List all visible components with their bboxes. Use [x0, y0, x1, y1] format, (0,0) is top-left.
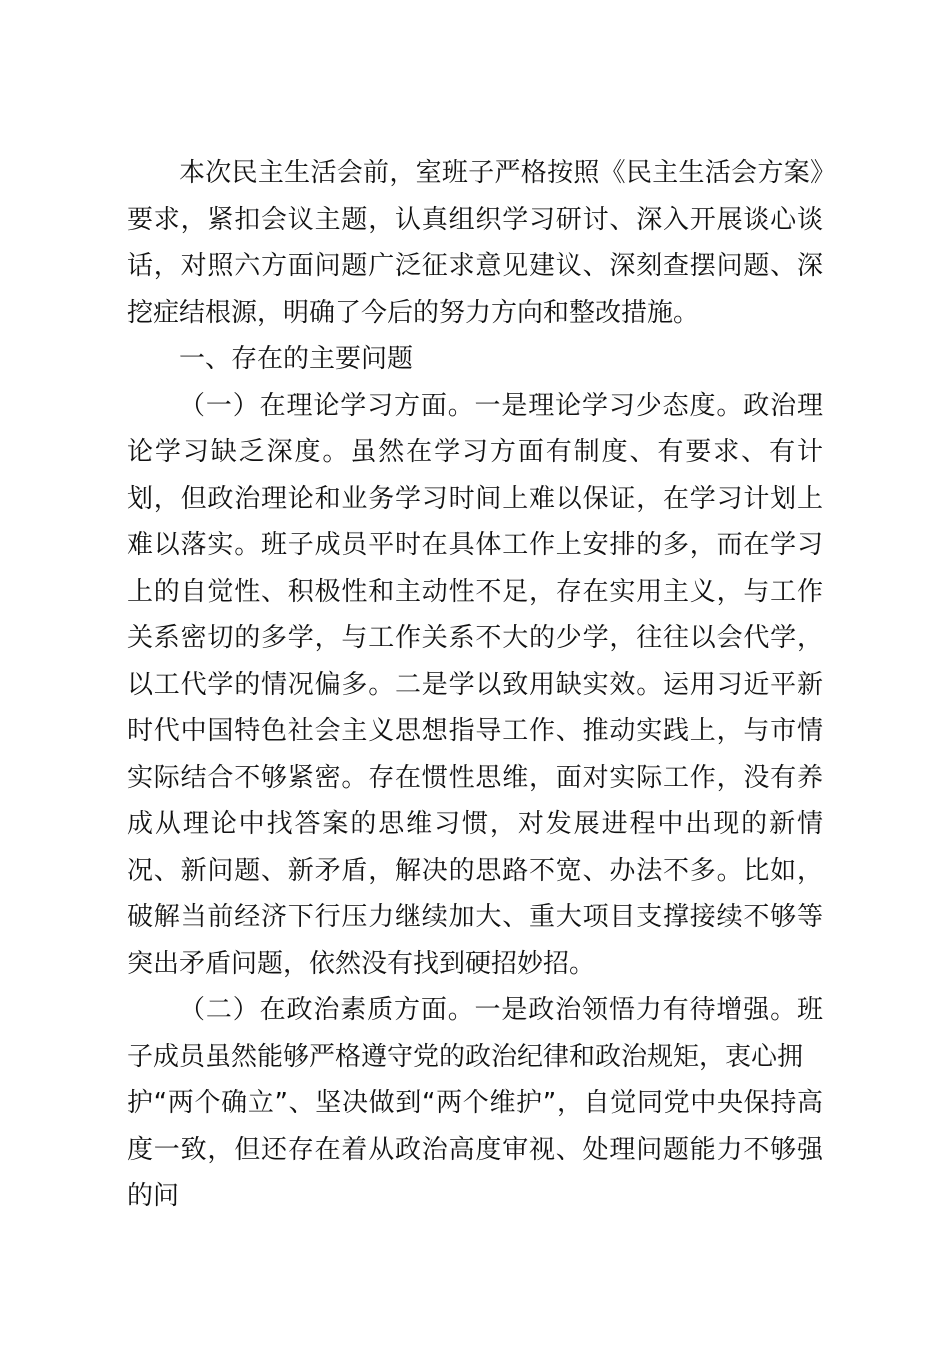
- section-heading-main-problems: 一、存在的主要问题: [179, 344, 414, 374]
- paragraph-political-quality: [127, 987, 823, 1220]
- paragraph-political-quality-line-a: （二）在政治素质方面。一是政治领悟力有待增强。班子成员虽然能够严格遵守党的政治纪律和政治规矩，衷心拥: [127, 995, 823, 1072]
- document-body: [127, 150, 823, 1220]
- paragraph-political-quality-line-b: 护“两个确立”、坚决做到“两个维护”，自觉同党中央保持高度一致，但还存在着从政治高度审视、处理问题能力不够强的问: [127, 1088, 823, 1211]
- paragraph-theory-study: （一）在理论学习方面。一是理论学习少态度。政治理论学习缺乏深度。虽然在学习方面有制度、有要求、有计划，但政治理论和业务学习时间上难以保证，在学习计划上难以落实。班子成员平时在具体工作上安排的多，而在学习上的自觉性、积极性和主动性不足，存在实用主义，与工作关系密切的多学，与工作关系不大的少学，往往以会代学，以工代学的情况偏多。二是学以致用缺实效。运用习近平新时代中国特色社会主义思想指导工作、推动实践上，与市情实际结合不够紧密。存在惯性思维，面对实际工作，没有养成从理论中找答案的思维习惯，对发展进程中出现的新情况、新问题、新矛盾，解决的思路不宽、办法不多。比如，破解当前经济下行压力继续加大、重大项目支撑接续不够等突出矛盾问题，依然没有找到硬招妙招。: [127, 390, 823, 979]
- intro-paragraph: 本次民主生活会前，室班子严格按照《民主生活会方案》要求，紧扣会议主题，认真组织学习研讨、深入开展谈心谈话，对照六方面问题广泛征求意见建议、深刻查摆问题、深挖症结根源，明确了今后的努力方向和整改措施。: [127, 158, 823, 328]
